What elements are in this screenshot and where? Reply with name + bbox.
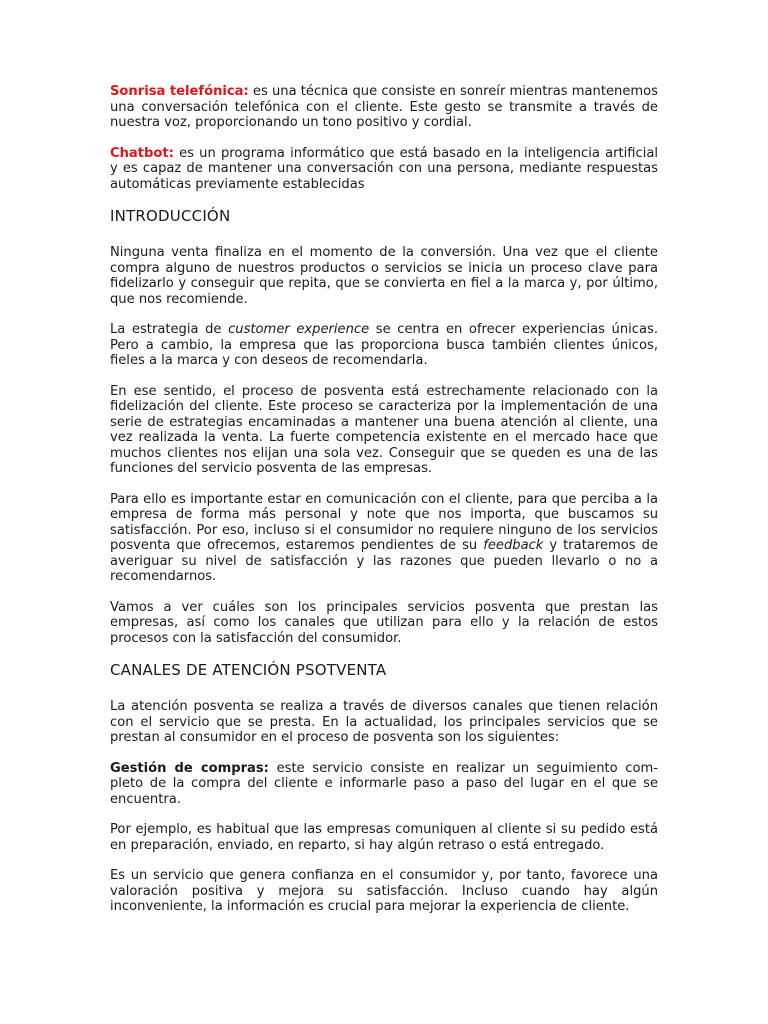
paragraph: Por ejemplo, es habitual que las empresas comuniquen al cliente si su pedido está en preparación, enviado, en reparto, si hay algún retraso o está entregado. xyxy=(110,822,658,853)
section-heading-canales: CANALES DE ATENCIÓN PSOTVENTA xyxy=(110,661,387,679)
text-run: este servicio consiste en realizar un seguimiento com- pleto de la compra del cliente e informarle paso a paso del lugar en el que se encuentra. xyxy=(110,760,659,807)
paragraph xyxy=(110,761,658,808)
text-run: se centra en ofrecer experiencias únicas. Pero a cambio, la empresa que las proporciona busca también clientes únicos, fieles a la marca y con deseos de recomendarla. xyxy=(110,322,658,368)
paragraph xyxy=(110,322,658,369)
text-run: Para ello es importante estar en comunicación con el cliente, para que perciba a la empresa de forma más personal y note que nos importa, que buscamos su satisfacción. Por eso, incluso si el consumidor no requiere ninguno de los servicios posventa que ofrecemos, estaremos pendientes de su xyxy=(110,491,658,553)
glossary-definition: es un programa informático que está basado en la inteligencia artificial y es capaz de mantener una conversación con una persona, mediante respuestas automáticas previamente establecidas xyxy=(110,145,658,192)
glossary-entry-sonrisa xyxy=(110,84,658,131)
glossary-definition: es una técnica que consiste en sonreír mientras mantenemos una conversación telefónica con el cliente. Este gesto se transmite a través de nuestra voz, proporcionando un tono positivo y cordial. xyxy=(110,84,658,130)
emphasis-text: customer experience xyxy=(228,322,370,337)
paragraph: Ninguna venta finaliza en el momento de la conversión. Una vez que el cliente compra alguno de nuestros productos o servicios se inicia un proceso clave para fidelizarlo y conseguir que repita, que se convierta en fiel a la marca y, por último, que nos recomiende. xyxy=(110,245,658,307)
paragraph: En ese sentido, el proceso de posventa está estrechamente relacionado con la fidelización del cliente. Este proceso se caracteriza por la implementación de una serie de estrategias encaminadas a mantener una buena atención al cliente, una vez realizada la venta. La fuerte competencia existente en el mercado hace que muchos clientes nos elijan una sola vez. Conseguir que se queden es una de las funciones del servicio posventa de las empresas. xyxy=(110,383,658,476)
document-page xyxy=(110,84,658,930)
paragraph xyxy=(110,492,658,585)
text-run: La estrategia de xyxy=(110,322,229,337)
text-run: y trataremos de averiguar su nivel de satisfacción y las razones que pueden llevarlo o no a recomendarnos. xyxy=(110,538,658,584)
paragraph: La atención posventa se realiza a través de diversos canales que tienen relación con el servicio que se presta. En la actualidad, los principales servicios que se prestan al consumidor en el proceso de posventa son los siguientes: xyxy=(110,699,658,745)
glossary-entry-chatbot xyxy=(110,146,658,193)
glossary-term: Sonrisa telefónica: xyxy=(110,84,249,99)
emphasis-text: feedback xyxy=(483,538,544,553)
bold-lead: Gestión de compras: xyxy=(110,760,269,776)
paragraph: Vamos a ver cuáles son los principales servicios posventa que prestan las empresas, así como los canales que utilizan para ello y la relación de estos procesos con la satisfacción del consumidor. xyxy=(110,599,658,646)
section-heading-introduccion: INTRODUCCIÓN xyxy=(110,207,231,225)
paragraph: Es un servicio que genera confianza en el consumidor y, por tanto, favorece una valoración positiva y mejora su satisfacción. Incluso cuando hay algún inconveniente, la información es crucial para mejorar la experiencia de cliente. xyxy=(110,868,658,914)
glossary-term: Chatbot: xyxy=(110,145,174,161)
